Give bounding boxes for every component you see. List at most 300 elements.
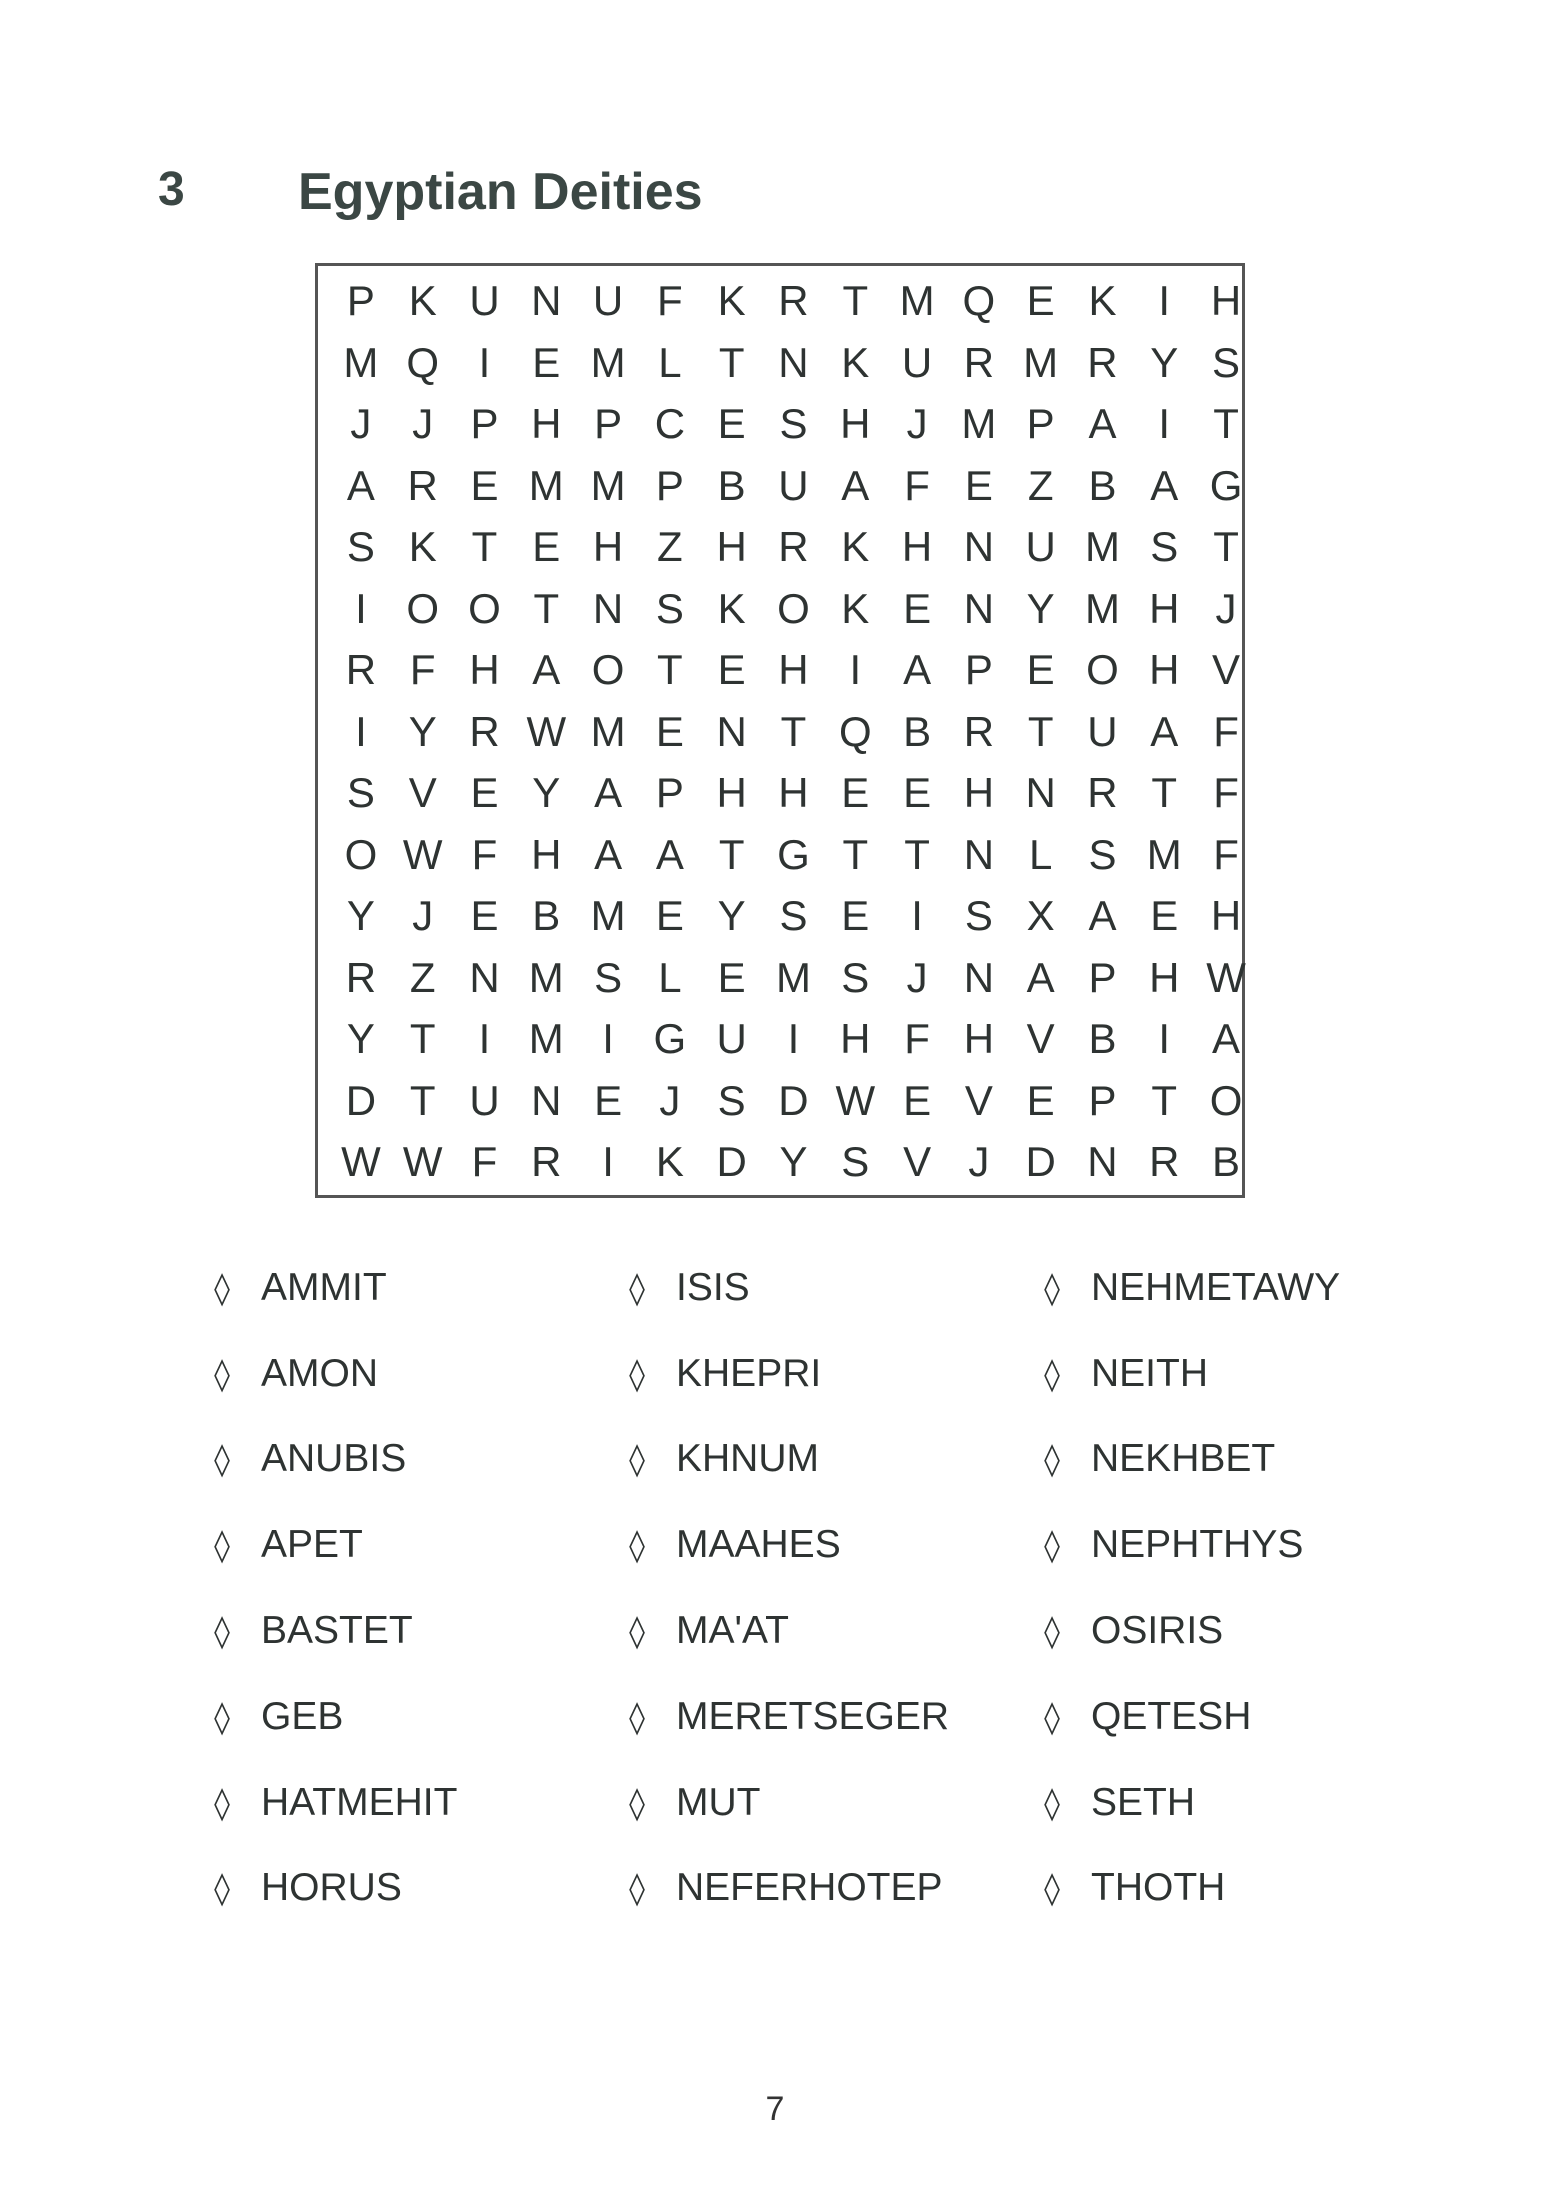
- grid-letter: I: [1158, 1015, 1171, 1062]
- grid-letter: S: [655, 584, 684, 632]
- grid-letter: G: [1209, 461, 1243, 509]
- grid-letter: N: [531, 1076, 562, 1124]
- word-label: MERETSEGER: [676, 1694, 950, 1738]
- word-label: ISIS: [676, 1265, 750, 1309]
- grid-letter: H: [963, 1015, 995, 1062]
- grid-letter: A: [1088, 400, 1117, 447]
- word-list-item: [208, 1846, 623, 1932]
- grid-letter: N: [1087, 1138, 1118, 1185]
- grid-letter: S: [1212, 338, 1241, 386]
- grid-letter: K: [655, 1138, 684, 1185]
- word-label: SETH: [1091, 1780, 1196, 1824]
- grid-letter: B: [1088, 461, 1117, 509]
- grid-letter: Y: [717, 892, 746, 939]
- diamond-bullet-icon: ◊: [1044, 1526, 1060, 1565]
- grid-letter: Y: [346, 1015, 375, 1062]
- grid-letter: B: [903, 707, 932, 755]
- grid-letter: S: [594, 953, 623, 1001]
- grid-letter: E: [594, 1076, 623, 1124]
- grid-letter: H: [778, 646, 809, 693]
- grid-letter: K: [1088, 277, 1117, 324]
- word-list-item: [623, 1245, 1038, 1331]
- word-label: THOTH: [1091, 1866, 1226, 1910]
- diamond-bullet-icon: ◊: [1044, 1869, 1060, 1908]
- grid-letter: G: [653, 1015, 687, 1062]
- grid-letter: P: [594, 400, 623, 447]
- grid-letter: A: [594, 830, 623, 878]
- grid-letter: J: [1215, 584, 1237, 632]
- grid-letter: E: [1026, 646, 1055, 693]
- grid-letter: T: [718, 830, 745, 878]
- grid-letter: M: [590, 707, 626, 755]
- grid-letter: M: [1146, 830, 1182, 878]
- grid-letter: H: [1210, 277, 1242, 324]
- grid-letter: A: [1150, 707, 1179, 755]
- grid-letter: H: [716, 523, 747, 570]
- diamond-bullet-icon: ◊: [629, 1526, 645, 1565]
- grid-letter: H: [716, 769, 747, 816]
- grid-letter: W: [341, 1138, 381, 1185]
- word-list-item: [623, 1588, 1038, 1674]
- grid-letter: P: [655, 769, 684, 816]
- word-list-item: [208, 1588, 623, 1674]
- grid-letter: S: [346, 769, 375, 816]
- grid-letter: A: [655, 830, 684, 878]
- grid-letter: H: [1149, 646, 1180, 693]
- word-list-item: [1038, 1588, 1408, 1674]
- grid-letter: M: [961, 400, 997, 447]
- grid-letter: N: [1025, 769, 1056, 816]
- word-label: AMMIT: [261, 1265, 387, 1309]
- grid-letter: K: [717, 584, 746, 632]
- grid-letter: S: [841, 953, 870, 1001]
- grid-letter: I: [787, 1015, 800, 1062]
- grid-letter: X: [1026, 892, 1055, 939]
- grid-letter: V: [1026, 1015, 1055, 1062]
- grid-letter: H: [840, 1015, 871, 1062]
- word-label: ANUBIS: [261, 1437, 407, 1481]
- grid-letter: P: [1026, 400, 1055, 447]
- grid-letter: J: [412, 892, 434, 939]
- diamond-bullet-icon: ◊: [214, 1783, 230, 1822]
- grid-letter: R: [963, 707, 995, 755]
- grid-letter: E: [903, 1076, 932, 1124]
- grid-letter: B: [532, 892, 561, 939]
- word-label: BASTET: [261, 1609, 413, 1653]
- grid-letter: T: [718, 338, 745, 386]
- word-label: NEPHTHYS: [1091, 1523, 1304, 1567]
- grid-letter: M: [1084, 523, 1120, 570]
- grid-letter: J: [659, 1076, 681, 1124]
- grid-letter: T: [780, 707, 807, 755]
- grid-letter: O: [344, 830, 378, 878]
- word-list-item: [1038, 1760, 1408, 1846]
- grid-letter: A: [594, 769, 623, 816]
- grid-letter: B: [717, 461, 746, 509]
- grid-letter: Y: [346, 892, 375, 939]
- diamond-bullet-icon: ◊: [629, 1612, 645, 1651]
- word-label: MA'AT: [676, 1609, 789, 1653]
- grid-letter: P: [346, 277, 375, 324]
- grid-letter: E: [655, 707, 684, 755]
- grid-letter: W: [1206, 953, 1246, 1001]
- grid-letter: U: [901, 338, 933, 386]
- grid-letter: W: [526, 707, 567, 755]
- grid-letter: S: [779, 892, 808, 939]
- grid-letter: N: [716, 707, 747, 755]
- grid-letter: T: [1151, 769, 1178, 816]
- grid-letter: F: [657, 277, 683, 324]
- grid-letter: J: [968, 1138, 990, 1185]
- puzzle-title: Egyptian Deities: [298, 163, 703, 221]
- grid-letter: R: [407, 461, 438, 509]
- word-list: [208, 1245, 1408, 1931]
- grid-letter: M: [590, 338, 626, 386]
- grid-letter: J: [906, 953, 928, 1001]
- grid-letter: T: [409, 1015, 436, 1062]
- grid-letter: G: [777, 830, 810, 878]
- grid-letter: E: [1150, 892, 1179, 939]
- grid-letter: J: [350, 400, 372, 447]
- grid-letter: A: [841, 461, 870, 509]
- grid-letter: F: [1213, 707, 1239, 755]
- diamond-bullet-icon: ◊: [1044, 1354, 1060, 1393]
- diamond-bullet-icon: ◊: [214, 1440, 230, 1479]
- word-list-item: [623, 1760, 1038, 1846]
- diamond-bullet-icon: ◊: [629, 1354, 645, 1393]
- grid-letter: Y: [532, 769, 561, 816]
- grid-letter: T: [842, 830, 869, 878]
- grid-letter: I: [849, 646, 862, 693]
- grid-letter: D: [716, 1138, 747, 1185]
- word-search-grid: [330, 270, 1246, 1193]
- diamond-bullet-icon: ◊: [214, 1612, 230, 1651]
- grid-letter: K: [841, 523, 870, 570]
- grid-letter: M: [899, 277, 935, 324]
- grid-letter: T: [1027, 707, 1054, 755]
- grid-letter: O: [1086, 646, 1119, 693]
- grid-letter: N: [531, 277, 562, 324]
- grid-letter: T: [657, 646, 683, 693]
- grid-letter: O: [468, 584, 501, 632]
- diamond-bullet-icon: ◊: [629, 1268, 645, 1307]
- grid-letter: U: [716, 1015, 747, 1062]
- word-label: QETESH: [1091, 1694, 1252, 1738]
- grid-letter: L: [658, 953, 682, 1001]
- grid-letter: E: [717, 646, 746, 693]
- grid-letter: E: [470, 892, 499, 939]
- diamond-bullet-icon: ◊: [629, 1697, 645, 1736]
- grid-letter: I: [478, 1015, 491, 1062]
- word-list-item: [208, 1245, 623, 1331]
- diamond-bullet-icon: ◊: [1044, 1440, 1060, 1479]
- grid-letter: M: [528, 461, 564, 509]
- grid-letter: M: [1023, 338, 1059, 386]
- grid-letter: U: [1087, 707, 1118, 755]
- word-list-item: [208, 1674, 623, 1760]
- grid-letter: N: [469, 953, 500, 1001]
- grid-letter: F: [1213, 769, 1239, 816]
- diamond-bullet-icon: ◊: [629, 1783, 645, 1822]
- word-list-item: [1038, 1674, 1408, 1760]
- grid-letter: A: [1026, 953, 1055, 1001]
- grid-letter: A: [903, 646, 932, 693]
- word-list-item: [623, 1674, 1038, 1760]
- grid-letter: R: [1087, 338, 1118, 386]
- grid-letter: V: [408, 769, 437, 816]
- grid-letter: V: [1212, 646, 1241, 693]
- diamond-bullet-icon: ◊: [214, 1354, 230, 1393]
- grid-letter: M: [590, 892, 626, 939]
- grid-letter: T: [1213, 400, 1239, 447]
- grid-letter: T: [1213, 523, 1239, 570]
- diamond-bullet-icon: ◊: [629, 1440, 645, 1479]
- grid-letter: Z: [657, 523, 683, 570]
- grid-letter: S: [841, 1138, 870, 1185]
- grid-letter: H: [963, 769, 995, 816]
- grid-letter: O: [777, 584, 810, 632]
- grid-letter: H: [1149, 953, 1180, 1001]
- grid-letter: C: [654, 400, 686, 447]
- grid-letter: R: [345, 646, 377, 693]
- grid-letter: N: [592, 584, 624, 632]
- grid-letter: E: [470, 769, 499, 816]
- grid-letter: H: [778, 769, 809, 816]
- word-list-item: [1038, 1417, 1408, 1503]
- word-label: NEFERHOTEP: [676, 1866, 943, 1910]
- grid-letter: I: [355, 707, 367, 755]
- grid-letter: M: [528, 953, 564, 1001]
- grid-letter: E: [841, 769, 870, 816]
- grid-letter: H: [592, 523, 624, 570]
- diamond-bullet-icon: ◊: [214, 1526, 230, 1565]
- word-search-grid-frame: [315, 263, 1245, 1198]
- grid-letter: B: [1212, 1138, 1241, 1185]
- grid-letter: U: [469, 1076, 500, 1124]
- grid-letter: B: [1088, 1015, 1117, 1062]
- grid-letter: O: [406, 584, 440, 632]
- grid-letter: H: [840, 400, 871, 447]
- grid-letter: R: [345, 953, 377, 1001]
- grid-letter: J: [906, 400, 928, 447]
- page-number: 7: [765, 2090, 785, 2128]
- grid-letter: U: [592, 277, 624, 324]
- grid-letter: Y: [1026, 584, 1055, 632]
- grid-letter: S: [346, 523, 375, 570]
- grid-letter: M: [1084, 584, 1120, 632]
- grid-letter: T: [1151, 1076, 1178, 1124]
- grid-letter: A: [1150, 461, 1179, 509]
- grid-letter: T: [409, 1076, 436, 1124]
- grid-letter: F: [409, 646, 436, 693]
- grid-letter: U: [1025, 523, 1056, 570]
- word-list-item: [208, 1331, 623, 1417]
- diamond-bullet-icon: ◊: [1044, 1783, 1060, 1822]
- grid-letter: A: [532, 646, 561, 693]
- grid-letter: E: [964, 461, 993, 509]
- grid-letter: I: [602, 1138, 614, 1185]
- word-label: MAAHES: [676, 1523, 841, 1567]
- word-label: KHNUM: [676, 1437, 819, 1481]
- grid-letter: M: [528, 1015, 564, 1062]
- grid-letter: M: [775, 953, 811, 1001]
- grid-letter: F: [904, 1015, 930, 1062]
- grid-letter: N: [963, 830, 995, 878]
- word-list-item: [623, 1331, 1038, 1417]
- grid-letter: M: [590, 461, 626, 509]
- grid-letter: H: [531, 400, 562, 447]
- word-label: MUT: [676, 1780, 761, 1824]
- grid-letter: H: [469, 646, 500, 693]
- word-label: NEITH: [1091, 1351, 1208, 1395]
- word-list-item: [623, 1417, 1038, 1503]
- grid-letter: S: [964, 892, 993, 939]
- grid-letter: L: [1028, 830, 1053, 878]
- grid-letter: F: [1213, 830, 1239, 878]
- word-label: KHEPRI: [676, 1351, 822, 1395]
- grid-letter: K: [717, 277, 746, 324]
- grid-letter: R: [469, 707, 500, 755]
- word-list-item: [1038, 1502, 1408, 1588]
- grid-letter: E: [470, 461, 499, 509]
- grid-letter: Q: [962, 277, 996, 324]
- grid-letter: H: [1210, 892, 1242, 939]
- grid-letter: K: [841, 338, 870, 386]
- grid-letter: P: [470, 400, 499, 447]
- grid-letter: W: [402, 830, 443, 878]
- grid-letter: M: [343, 338, 379, 386]
- grid-letter: O: [591, 646, 625, 693]
- grid-letter: V: [964, 1076, 993, 1124]
- grid-letter: I: [911, 892, 923, 939]
- word-list-item: [208, 1760, 623, 1846]
- grid-letter: A: [1088, 892, 1117, 939]
- grid-letter: Z: [409, 953, 436, 1001]
- grid-letter: K: [408, 523, 437, 570]
- grid-letter: J: [412, 400, 434, 447]
- grid-letter: K: [841, 584, 870, 632]
- grid-letter: E: [717, 400, 746, 447]
- grid-letter: S: [1088, 830, 1117, 878]
- word-list-item: [1038, 1846, 1408, 1932]
- grid-letter: Q: [406, 338, 440, 386]
- word-label: OSIRIS: [1091, 1609, 1224, 1653]
- diamond-bullet-icon: ◊: [1044, 1612, 1060, 1651]
- grid-letter: D: [345, 1076, 377, 1124]
- grid-letter: Y: [1150, 338, 1179, 386]
- grid-letter: F: [471, 830, 498, 878]
- word-list-item: [623, 1502, 1038, 1588]
- diamond-bullet-icon: ◊: [214, 1268, 230, 1307]
- word-label: NEKHBET: [1091, 1437, 1276, 1481]
- grid-letter: I: [478, 338, 491, 386]
- grid-letter: P: [1088, 1076, 1117, 1124]
- grid-letter: I: [602, 1015, 614, 1062]
- grid-letter: P: [1088, 953, 1117, 1001]
- grid-letter: D: [1025, 1138, 1056, 1185]
- grid-letter: R: [1149, 1138, 1180, 1185]
- grid-letter: E: [1026, 277, 1055, 324]
- grid-letter: H: [531, 830, 562, 878]
- grid-letter: A: [346, 461, 375, 509]
- grid-letter: R: [778, 523, 809, 570]
- diamond-bullet-icon: ◊: [1044, 1268, 1060, 1307]
- diamond-bullet-icon: ◊: [214, 1697, 230, 1736]
- grid-letter: U: [778, 461, 809, 509]
- word-label: GEB: [261, 1694, 344, 1738]
- grid-letter: H: [1149, 584, 1180, 632]
- grid-letter: Y: [779, 1138, 808, 1185]
- grid-letter: V: [903, 1138, 932, 1185]
- grid-letter: W: [402, 1138, 443, 1185]
- grid-letter: S: [717, 1076, 746, 1124]
- grid-letter: E: [532, 523, 561, 570]
- grid-letter: I: [1158, 400, 1171, 447]
- word-label: HORUS: [261, 1866, 402, 1910]
- grid-letter: T: [471, 523, 498, 570]
- grid-letter: Y: [408, 707, 437, 755]
- grid-letter: Q: [838, 707, 872, 755]
- grid-letter: E: [532, 338, 561, 386]
- word-label: NEHMETAWY: [1091, 1265, 1341, 1309]
- word-list-item: [1038, 1245, 1408, 1331]
- grid-letter: P: [964, 646, 993, 693]
- grid-letter: R: [778, 277, 809, 324]
- grid-letter: H: [901, 523, 933, 570]
- grid-letter: D: [778, 1076, 809, 1124]
- grid-letter: K: [408, 277, 437, 324]
- grid-letter: E: [1026, 1076, 1055, 1124]
- grid-letter: F: [904, 461, 930, 509]
- puzzle-number: 3: [158, 163, 185, 216]
- grid-letter: E: [717, 953, 746, 1001]
- grid-letter: T: [904, 830, 930, 878]
- grid-letter: N: [963, 953, 995, 1001]
- grid-letter: O: [1209, 1076, 1243, 1124]
- grid-letter: F: [471, 1138, 498, 1185]
- word-label: HATMEHIT: [261, 1780, 458, 1824]
- diamond-bullet-icon: ◊: [1044, 1697, 1060, 1736]
- grid-letter: E: [841, 892, 870, 939]
- grid-letter: R: [963, 338, 995, 386]
- grid-letter: A: [1212, 1015, 1241, 1062]
- grid-letter: N: [963, 523, 995, 570]
- word-list-item: [208, 1502, 623, 1588]
- diamond-bullet-icon: ◊: [629, 1869, 645, 1908]
- grid-letter: R: [1087, 769, 1118, 816]
- grid-letter: I: [1158, 277, 1171, 324]
- grid-letter: S: [779, 400, 808, 447]
- diamond-bullet-icon: ◊: [214, 1869, 230, 1908]
- word-list-item: [208, 1417, 623, 1503]
- grid-letter: R: [531, 1138, 562, 1185]
- grid-letter: E: [903, 769, 932, 816]
- grid-letter: T: [533, 584, 560, 632]
- grid-letter: L: [658, 338, 682, 386]
- word-list-item: [623, 1846, 1038, 1932]
- grid-letter: U: [469, 277, 500, 324]
- grid-letter: E: [903, 584, 932, 632]
- grid-letter: N: [778, 338, 809, 386]
- word-label: AMON: [261, 1351, 378, 1395]
- grid-letter: W: [835, 1076, 876, 1124]
- grid-letter: P: [655, 461, 684, 509]
- grid-letter: I: [355, 584, 367, 632]
- grid-letter: S: [1150, 523, 1179, 570]
- grid-letter: Z: [1027, 461, 1054, 509]
- word-label: APET: [261, 1523, 363, 1567]
- word-list-item: [1038, 1331, 1408, 1417]
